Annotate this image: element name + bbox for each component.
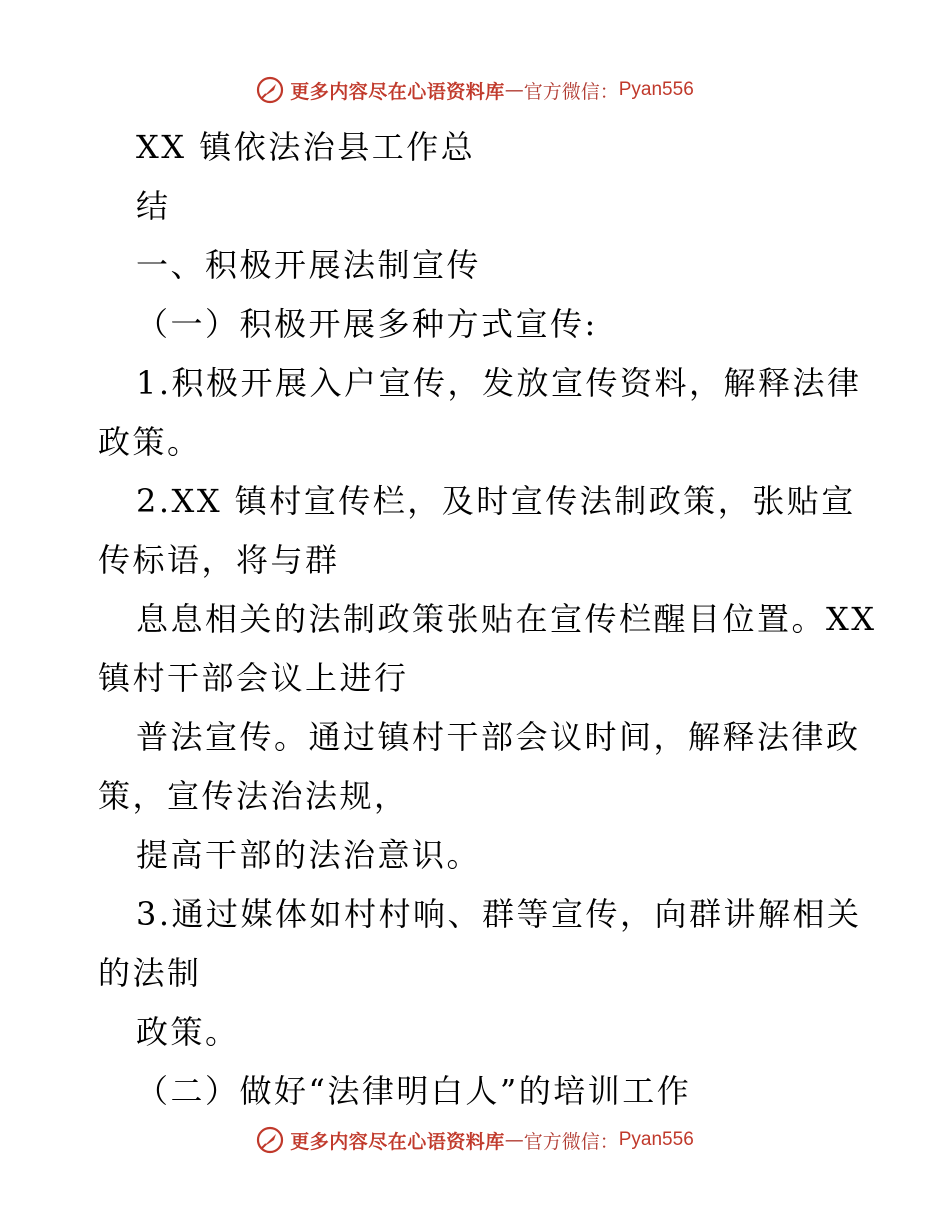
paragraph-line: 政策。 xyxy=(98,423,202,461)
paragraph-line: 息息相关的法制政策张贴在宣传栏醒目位置。XX xyxy=(136,600,877,638)
paragraph-line: 的法制 xyxy=(98,954,202,992)
paragraph-line: 镇村干部会议上进行 xyxy=(98,659,409,697)
subsection-heading-1: （一）积极开展多种方式宣传: xyxy=(136,305,598,343)
watermark-main-text: 更多内容尽在心语资料库 xyxy=(290,80,505,103)
document-body xyxy=(98,118,877,1121)
watermark-sub-text: 官方微信： xyxy=(523,1130,619,1153)
paragraph-line: 政策。 xyxy=(136,1013,240,1051)
watermark-sub-text: 官方微信： xyxy=(523,80,619,103)
paragraph-line: 提高干部的法治意识。 xyxy=(136,836,482,874)
section-heading-1: 一、积极开展法制宣传 xyxy=(136,246,482,284)
watermark-dash: — xyxy=(504,79,524,101)
paragraph-line: 3.通过媒体如村村响、群等宣传，向群讲解相关 xyxy=(136,895,862,933)
feather-pen-logo-icon xyxy=(256,76,284,104)
watermark-main-text: 更多内容尽在心语资料库 xyxy=(290,1130,505,1153)
paragraph-line: 普法宣传。通过镇村干部会议时间，解释法律政 xyxy=(136,718,861,756)
paragraph-line: 1.积极开展入户宣传，发放宣传资料，解释法律 xyxy=(136,364,862,402)
watermark-footer xyxy=(0,1120,950,1160)
watermark-dash: — xyxy=(504,1129,524,1151)
paragraph-line: 传标语，将与群 xyxy=(98,541,340,579)
watermark-wechat-id: Pyan556 xyxy=(618,1129,694,1150)
watermark-header xyxy=(0,70,950,110)
doc-title-line-2: 结 xyxy=(136,187,171,225)
feather-pen-logo-icon xyxy=(256,1126,284,1154)
paragraph-line: 2.XX 镇村宣传栏，及时宣传法制政策，张贴宣 xyxy=(136,482,856,520)
subsection-heading-2: （二）做好“法律明白人”的培训工作 xyxy=(136,1072,692,1110)
watermark-wechat-id: Pyan556 xyxy=(618,79,694,100)
paragraph-line: 策，宣传法治法规， xyxy=(98,777,409,815)
doc-title-line-1: XX 镇依法治县工作总 xyxy=(136,128,476,166)
